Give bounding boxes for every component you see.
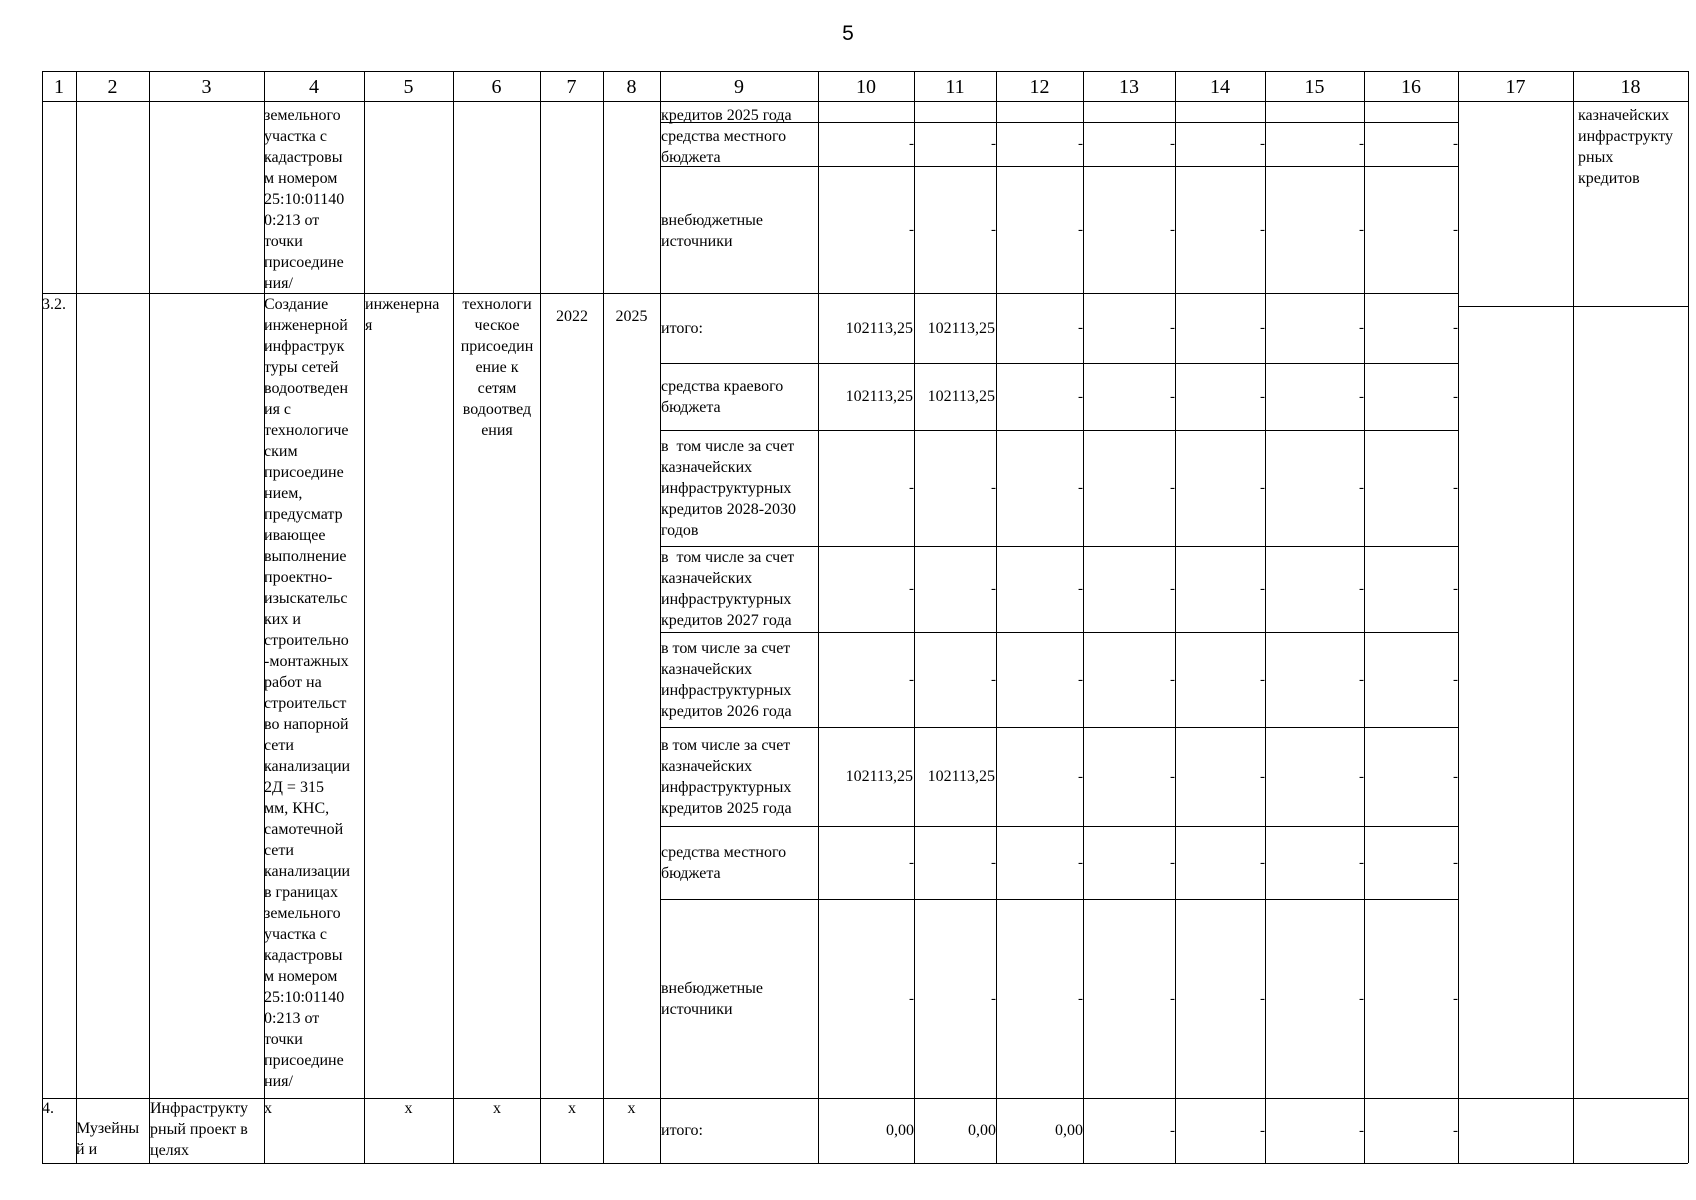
header-col-3: 3 (201, 76, 212, 98)
financing-source-label: средства местного бюджета (661, 844, 787, 882)
section-4-total-label: итого: (661, 1122, 703, 1139)
empty-cell-dash: - (1078, 222, 1083, 238)
grid-line (42, 71, 43, 1163)
financing-source-label: в том числе за счет казначейских инфраструктурных кредитов 2026 года (661, 640, 792, 720)
top-source-extrabudgetary: внебюджетные источники (661, 212, 763, 250)
header-col-15: 15 (1304, 76, 1325, 98)
empty-cell-dash: - (1078, 389, 1083, 405)
header-col-2: 2 (107, 76, 118, 98)
empty-cell-dash: - (1170, 672, 1175, 688)
grid-line (660, 632, 1458, 633)
top-source-credits-2025: кредитов 2025 года (661, 107, 792, 124)
empty-cell-dash: - (1260, 581, 1265, 597)
header-col-11: 11 (945, 76, 965, 98)
financing-value-col10: 102113,25 (845, 768, 913, 785)
empty-cell-dash: - (991, 136, 996, 152)
empty-cell-dash: - (1260, 672, 1265, 688)
page-number: 5 (842, 22, 854, 45)
empty-cell-dash: - (1453, 136, 1458, 152)
empty-cell-dash: - (1359, 222, 1364, 238)
grid-line (1573, 71, 1574, 1163)
empty-cell-dash: - (1453, 991, 1458, 1007)
grid-line (1458, 1098, 1688, 1099)
grid-line (660, 826, 1458, 827)
empty-cell-dash: - (1078, 320, 1083, 336)
section-4-col8: х (627, 1100, 636, 1117)
empty-cell-dash: - (1453, 581, 1458, 597)
top-object-description: земельного участка с кадастровы м номером 25:10:01140 0:213 от точки присоедине ния/ (264, 107, 345, 292)
empty-cell-dash: - (1170, 389, 1175, 405)
section-4-project: Инфраструкту рный проект в целях (150, 1100, 249, 1159)
empty-cell-dash: - (1170, 1123, 1175, 1139)
empty-cell-dash: - (909, 480, 914, 496)
empty-cell-dash: - (1453, 855, 1458, 871)
section-3-2-description: Создание инженерной инфраструк туры сетей водоотведен ия с технологиче ским присоедине нием, предусматр ивающее выполнение проектно- изыскательс ких и строительно -монтажных работ на строительст во напорной сети канализации 2Д = 315 мм, КНС, самотечной сети канализации в границах земельного участка с кадастровы м номером 25:10:01140 0:213 от точки присоедине ния/ (264, 296, 351, 1090)
section-3-2-type: инженерна я (365, 296, 440, 334)
empty-cell-dash: - (1170, 480, 1175, 496)
header-col-9: 9 (734, 76, 744, 98)
empty-cell-dash: - (1453, 1123, 1458, 1139)
empty-cell-dash: - (1359, 480, 1364, 496)
grid-line (42, 293, 660, 294)
grid-line (660, 430, 1458, 431)
grid-line (364, 71, 365, 1163)
empty-cell-dash: - (1170, 320, 1175, 336)
empty-cell-dash: - (1170, 769, 1175, 785)
empty-cell-dash: - (1260, 991, 1265, 1007)
section-4-number: 4. (42, 1100, 54, 1117)
empty-cell-dash: - (1260, 769, 1265, 785)
grid-line (660, 899, 1458, 900)
financing-source-label: в том числе за счет казначейских инфраструктурных кредитов 2028-2030 годов (661, 438, 797, 539)
empty-cell-dash: - (1453, 320, 1458, 336)
empty-cell-dash: - (991, 991, 996, 1007)
header-col-12: 12 (1029, 76, 1050, 98)
empty-cell-dash: - (1170, 581, 1175, 597)
grid-line (1688, 71, 1689, 1163)
grid-line (818, 71, 819, 1163)
empty-cell-dash: - (1359, 320, 1364, 336)
empty-cell-dash: - (1078, 136, 1083, 152)
section-3-2-category: технологи ческое присоедин ение к сетям водоотвед ения (460, 296, 534, 439)
header-col-14: 14 (1210, 76, 1230, 98)
top-source-local-budget: средства местного бюджета (661, 128, 787, 166)
empty-cell-dash: - (1078, 480, 1083, 496)
empty-cell-dash: - (1170, 222, 1175, 238)
grid-line (660, 727, 1458, 728)
empty-cell-dash: - (1359, 991, 1364, 1007)
empty-cell-dash: - (991, 222, 996, 238)
empty-cell-dash: - (909, 672, 914, 688)
empty-cell-dash: - (1170, 991, 1175, 1007)
section-4-col5: х (404, 1100, 413, 1117)
grid-line (660, 293, 1458, 294)
financing-source-label: в том числе за счет казначейских инфраструктурных кредитов 2025 года (661, 737, 792, 817)
section-4-col7: х (568, 1100, 576, 1117)
grid-line (42, 71, 1688, 72)
empty-cell-dash: - (1260, 855, 1265, 871)
empty-cell-dash: - (1078, 855, 1083, 871)
header-col-6: 6 (491, 76, 502, 98)
section-4-name: Музейны й и (76, 1120, 140, 1158)
grid-line (996, 71, 997, 1163)
grid-line (149, 71, 150, 1163)
header-col-5: 5 (403, 76, 414, 98)
financing-value-col11: 102113,25 (927, 320, 995, 337)
section-4-col4: х (264, 1100, 272, 1117)
empty-cell-dash: - (1170, 136, 1175, 152)
empty-cell-dash: - (1453, 672, 1458, 688)
grid-line (540, 71, 541, 1163)
financing-source-label: средства краевого бюджета (661, 378, 784, 416)
empty-cell-dash: - (991, 672, 996, 688)
empty-cell-dash: - (909, 581, 914, 597)
empty-cell-dash: - (1260, 389, 1265, 405)
empty-cell-dash: - (1359, 769, 1364, 785)
empty-cell-dash: - (1078, 769, 1083, 785)
empty-cell-dash: - (909, 222, 914, 238)
header-col-17: 17 (1505, 76, 1526, 98)
financing-source-label: внебюджетные источники (661, 980, 763, 1018)
section-4-total-col12: 0,00 (1055, 1122, 1083, 1139)
empty-cell-dash: - (909, 136, 914, 152)
empty-cell-dash: - (1260, 136, 1265, 152)
empty-cell-dash: - (1359, 389, 1364, 405)
empty-cell-dash: - (991, 480, 996, 496)
header-col-7: 7 (566, 76, 577, 98)
grid-line (1458, 71, 1459, 1163)
grid-line (1265, 71, 1266, 1163)
top-col18-note: казначейских инфраструкту рных кредитов (1578, 107, 1674, 187)
empty-cell-dash: - (1453, 222, 1458, 238)
grid-line (453, 71, 454, 1163)
grid-line (1458, 306, 1688, 307)
empty-cell-dash: - (1359, 581, 1364, 597)
header-col-13: 13 (1119, 76, 1139, 98)
empty-cell-dash: - (1453, 480, 1458, 496)
financing-value-col11: 102113,25 (927, 768, 995, 785)
empty-cell-dash: - (991, 855, 996, 871)
financing-source-label: в том числе за счет казначейских инфраструктурных кредитов 2027 года (661, 549, 795, 629)
empty-cell-dash: - (909, 855, 914, 871)
section-4-total-col11: 0,00 (968, 1122, 996, 1139)
empty-cell-dash: - (1359, 1123, 1364, 1139)
empty-cell-dash: - (1260, 1123, 1265, 1139)
section-3-2-end-year: 2025 (615, 308, 648, 325)
grid-line (660, 1098, 1458, 1099)
grid-line (1175, 71, 1176, 1163)
grid-line (660, 363, 1458, 364)
grid-line (1364, 71, 1365, 1163)
header-col-4: 4 (309, 76, 319, 98)
section-4-total-col10: 0,00 (886, 1122, 914, 1139)
section-3-2-number: 3.2. (42, 296, 66, 313)
empty-cell-dash: - (1359, 672, 1364, 688)
financing-value-col10: 102113,25 (845, 320, 913, 337)
empty-cell-dash: - (1078, 672, 1083, 688)
empty-cell-dash: - (1453, 769, 1458, 785)
grid-line (1083, 71, 1084, 1163)
financing-source-label: итого: (661, 320, 703, 337)
empty-cell-dash: - (1359, 136, 1364, 152)
empty-cell-dash: - (1453, 389, 1458, 405)
empty-cell-dash: - (991, 581, 996, 597)
grid-line (42, 1163, 1688, 1164)
header-col-18: 18 (1620, 76, 1641, 98)
empty-cell-dash: - (1078, 581, 1083, 597)
financing-value-col11: 102113,25 (927, 388, 995, 405)
grid-line (76, 71, 77, 1163)
empty-cell-dash: - (1078, 991, 1083, 1007)
section-3-2-start-year: 2022 (556, 308, 588, 325)
header-col-16: 16 (1401, 76, 1421, 98)
empty-cell-dash: - (1260, 320, 1265, 336)
grid-line (603, 71, 604, 1163)
empty-cell-dash: - (1359, 855, 1364, 871)
grid-line (42, 101, 1688, 102)
empty-cell-dash: - (1260, 480, 1265, 496)
empty-cell-dash: - (1260, 222, 1265, 238)
header-col-8: 8 (626, 76, 637, 98)
header-col-1: 1 (54, 76, 64, 98)
header-col-10: 10 (856, 76, 876, 98)
empty-cell-dash: - (1170, 855, 1175, 871)
empty-cell-dash: - (909, 991, 914, 1007)
section-4-col6: х (493, 1100, 501, 1117)
financing-value-col10: 102113,25 (845, 388, 913, 405)
grid-line (914, 71, 915, 1163)
